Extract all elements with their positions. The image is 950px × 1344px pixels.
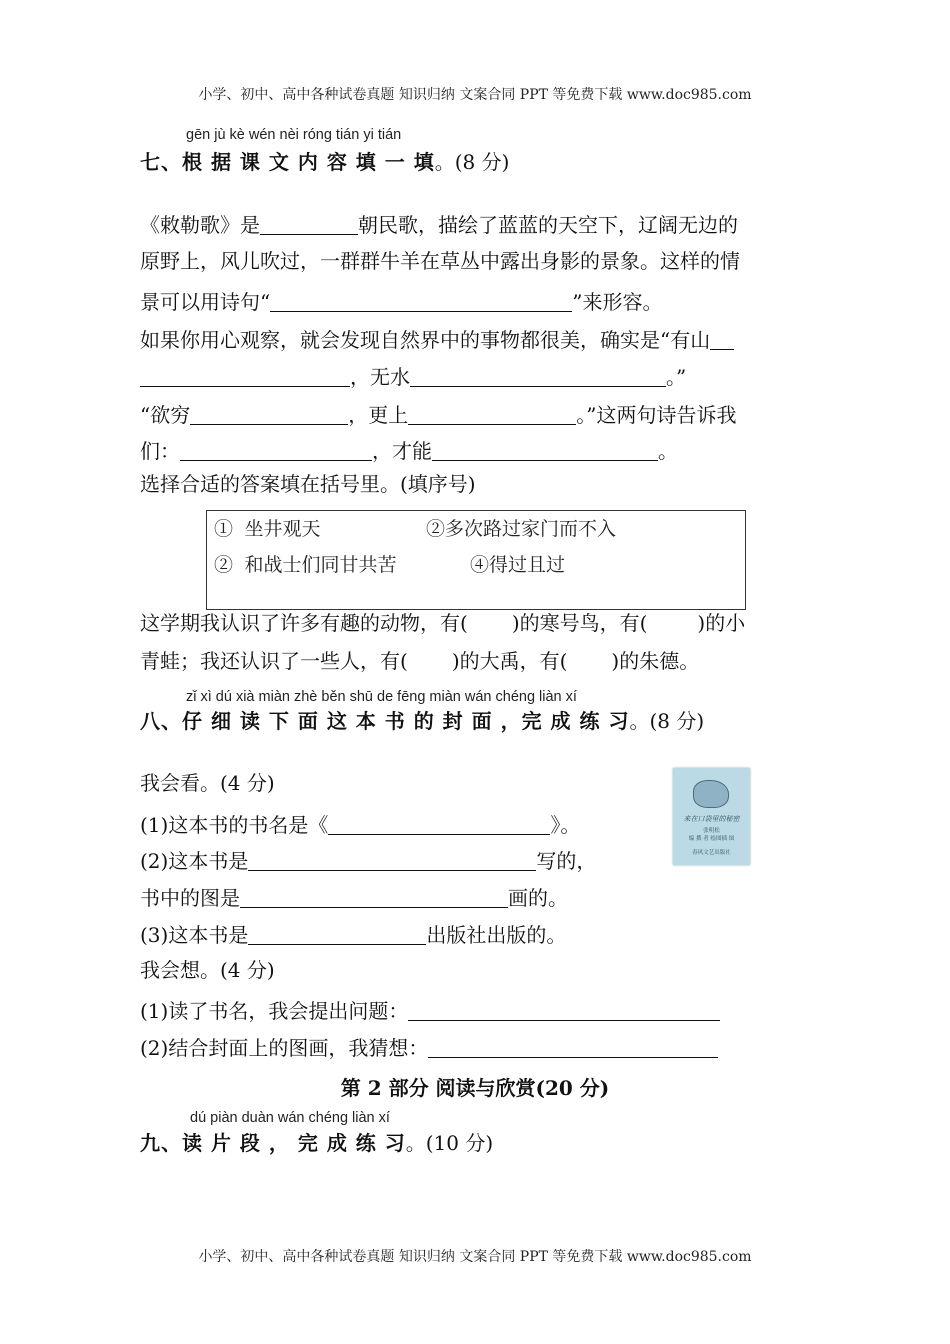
answer-blank[interactable] (190, 402, 348, 425)
text: ”来形容。 (572, 290, 663, 314)
s7-line4 (140, 327, 734, 350)
text: ，才能 (372, 439, 432, 463)
s9-pinyin: dú piàn duàn wán chéng liàn xí (190, 1110, 390, 1126)
answer-blank[interactable] (260, 212, 358, 235)
text: 朝民歌，描绘了蓝蓝的天空下，辽阔无边的 (358, 213, 738, 237)
s7-line7 (140, 438, 678, 461)
answer-blank[interactable] (408, 998, 720, 1021)
text: (2)这本书是 (140, 849, 249, 873)
answer-blank[interactable] (410, 364, 666, 387)
s9-heading (140, 1133, 493, 1153)
s7-line9 (140, 613, 745, 633)
answer-blank[interactable] (408, 402, 576, 425)
s7-heading (140, 152, 509, 172)
s7-line5 (140, 364, 686, 387)
text: 青蛙；我还认识了一些人，有( (140, 649, 408, 673)
s7-number: 七、 (140, 150, 182, 174)
text: 。 (658, 439, 678, 463)
cover-title: 来在口袋里的秘密 (683, 815, 740, 823)
s7-line1 (140, 212, 738, 235)
s7-line6 (140, 402, 736, 425)
answer-blank[interactable] (432, 438, 658, 461)
option-2: ②多次路过家门而不入 (426, 518, 617, 540)
s8-pinyin: zǐ xì dú xià miàn zhè běn shū de fēng miàn wán chéng liàn xí (186, 689, 577, 705)
s7-title: 根 据 课 文 内 容 填 一 填 (182, 150, 435, 174)
s7-line10 (140, 651, 699, 671)
option-3: ② 和战士们同甘共苦 (214, 554, 397, 576)
text: 书中的图是 (140, 886, 240, 910)
s7-line3 (140, 289, 662, 312)
cover-publisher: 春风文艺出版社 (692, 850, 731, 856)
text: ，更上 (348, 403, 409, 427)
answer-blank[interactable] (140, 364, 350, 387)
text: 出版社出版的。 (426, 923, 567, 947)
answer-blank[interactable] (240, 885, 508, 908)
option-4: ④得过且过 (470, 554, 566, 576)
s8-look: 我会看。(4 分) (140, 771, 275, 795)
s9-score: 。(10 分) (405, 1131, 494, 1155)
answer-blank[interactable] (248, 848, 536, 871)
answer-blank[interactable] (328, 812, 550, 835)
text: )的小 (697, 611, 746, 635)
s8-t2 (140, 1035, 718, 1058)
s8-q2b (140, 885, 568, 908)
text: (2)结合封面上的图画，我猜想： (140, 1036, 429, 1060)
s8-think: 我会想。(4 分) (140, 958, 275, 982)
text: 写的， (536, 849, 597, 873)
text: 。”这两句诗告诉我 (576, 403, 737, 427)
text: 们： (140, 439, 180, 463)
s7-line8: 选择合适的答案填在括号里。(填序号) (140, 472, 476, 496)
s8-t1 (140, 998, 720, 1021)
text: ，无水 (350, 365, 410, 389)
page-header: 小学、初中、高中各种试卷真题 知识归纳 文案合同 PPT 等免费下载 www.doc985.com (198, 87, 752, 103)
s7-score: 。(8 分) (434, 150, 510, 174)
text: 如果你用心观察，就会发现自然界中的事物都很美，确实是“有山 (140, 328, 711, 352)
text: 。” (666, 365, 687, 389)
text: “欲穷 (140, 403, 191, 427)
s8-q1 (140, 812, 580, 835)
cover-author: 张明松 (703, 828, 720, 834)
answer-blank[interactable] (428, 1035, 718, 1058)
text: (1)读了书名，我会提出问题： (140, 999, 409, 1023)
part2-title: 第 2 部分 阅读与欣赏(20 分) (340, 1076, 610, 1100)
cover-credits: 编 撰 者 绘图插 图 (688, 836, 735, 842)
book-cover-image (673, 768, 750, 865)
text: )的寒号鸟，有( (511, 611, 648, 635)
s8-q3 (140, 922, 566, 945)
s8-title: 仔 细 读 下 面 这 本 书 的 封 面 ，完 成 练 习 (182, 709, 630, 733)
text: 这学期我认识了许多有趣的动物，有( (140, 611, 468, 635)
answer-blank[interactable] (248, 922, 426, 945)
text: )的朱德。 (611, 649, 700, 673)
option-1: ① 坐井观天 (214, 518, 321, 540)
s9-number: 九、 (140, 1131, 182, 1155)
text: (1)这本书的书名是《 (140, 813, 329, 837)
text: 景可以用诗句“ (140, 290, 271, 314)
s8-score: 。(8 分) (629, 709, 705, 733)
text: )的大禹，有( (451, 649, 568, 673)
s7-pinyin: gēn jù kè wén nèi róng tián yi tián (186, 127, 402, 143)
answer-blank[interactable] (270, 289, 572, 312)
text: 《敕勒歌》是 (140, 213, 260, 237)
s9-title: 读 片 段 ， 完 成 练 习 (182, 1131, 406, 1155)
text: 》。 (550, 813, 581, 837)
s7-line2: 原野上，风儿吹过，一群群牛羊在草丛中露出身影的景象。这样的情 (140, 249, 740, 273)
text: (3)这本书是 (140, 923, 249, 947)
text: 画的。 (508, 886, 568, 910)
page-footer: 小学、初中、高中各种试卷真题 知识归纳 文案合同 PPT 等免费下载 www.doc985.com (198, 1249, 752, 1265)
answer-blank[interactable] (180, 438, 372, 461)
answer-blank[interactable] (710, 327, 734, 350)
cover-illustration-icon (693, 780, 729, 808)
s8-number: 八、 (140, 709, 182, 733)
s8-q2 (140, 848, 596, 871)
s8-heading (140, 711, 704, 731)
